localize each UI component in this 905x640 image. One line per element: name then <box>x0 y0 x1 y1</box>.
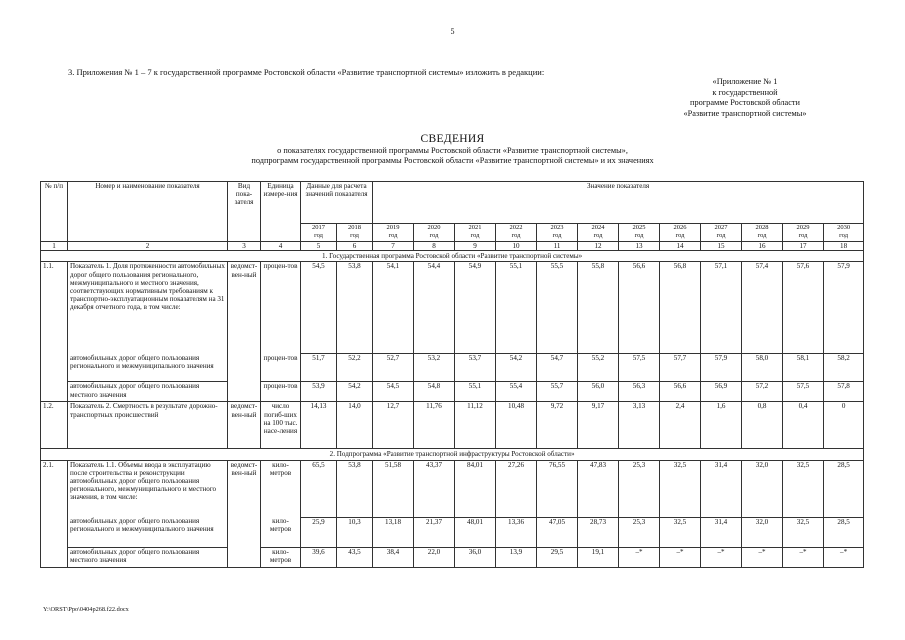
column-number: 10 <box>496 242 537 251</box>
value-cell: 53,2 <box>414 354 455 382</box>
indicator-type: ведомст-вен-ный <box>228 402 261 449</box>
year-value: 2022 <box>509 224 523 231</box>
empty-cell <box>228 517 261 547</box>
value-cell: 57,5 <box>619 354 660 382</box>
value-cell: 28,73 <box>578 517 619 547</box>
value-cell: 32,5 <box>783 460 824 517</box>
value-cell: 25,9 <box>301 517 337 547</box>
table-row <box>41 262 864 354</box>
intro-text: 3. Приложения № 1 – 7 к государственной программе Ростовской области «Развитие транспортной системы» изложить в редакции: <box>68 67 545 77</box>
value-cell: 32,5 <box>660 460 701 517</box>
value-cell: 55,5 <box>537 262 578 354</box>
value-cell: 0 <box>824 402 864 449</box>
value-cell: 55,7 <box>537 382 578 402</box>
header-name: Номер и наименование показателя <box>68 182 228 242</box>
column-number: 9 <box>455 242 496 251</box>
year-suffix: год <box>350 232 359 240</box>
year-value: 2023 <box>550 224 564 231</box>
value-cell: 54,4 <box>414 262 455 354</box>
year-suffix: год <box>470 232 480 240</box>
indicator-name: автомобильных дорог общего пользования регионального и межмуниципального значения <box>68 354 228 382</box>
value-cell: 84,01 <box>455 460 496 517</box>
value-cell: 11,12 <box>455 402 496 449</box>
value-cell: 54,5 <box>301 262 337 354</box>
value-cell: 58,2 <box>824 354 864 382</box>
appendix-line: «Развитие транспортной системы» <box>683 108 807 118</box>
document-title: СВЕДЕНИЯ <box>420 133 485 145</box>
value-cell: 56,6 <box>619 262 660 354</box>
year-value: 2025 <box>632 224 646 231</box>
value-cell: 13,36 <box>496 517 537 547</box>
year-suffix: год <box>388 232 398 240</box>
table-row <box>41 517 864 547</box>
value-cell: 32,0 <box>742 460 783 517</box>
table-row <box>41 382 864 402</box>
column-number: 1 <box>41 242 68 251</box>
indicator-unit: кило-метров <box>261 547 301 567</box>
value-cell: 52,2 <box>337 354 373 382</box>
value-cell: 0,4 <box>783 402 824 449</box>
value-cell: 55,4 <box>496 382 537 402</box>
year-header <box>742 224 783 242</box>
indicator-name: автомобильных дорог общего пользования местного значения <box>68 382 228 402</box>
column-number: 4 <box>261 242 301 251</box>
indicator-name: Показатель 1. Доля протяженности автомобильных дорог общего пользования регионального, межмуниципального и местного значения, соответствующих нормативным требованиям к транспортно-эксплуатационным показателям на 31 декабря отчетного года, в том числе: <box>68 262 228 354</box>
value-cell: –* <box>824 547 864 567</box>
value-cell: 47,05 <box>537 517 578 547</box>
section-row <box>41 251 864 262</box>
value-cell: 13,18 <box>373 517 414 547</box>
value-cell: –* <box>619 547 660 567</box>
appendix-line: «Приложение № 1 <box>712 77 778 86</box>
value-cell: 54,2 <box>337 382 373 402</box>
value-cell: 54,2 <box>496 354 537 382</box>
value-cell: 25,3 <box>619 517 660 547</box>
indicator-unit: кило-метров <box>261 517 301 547</box>
header-num: № п/п <box>41 182 68 242</box>
indicator-name: автомобильных дорог общего пользования регионального и межмуниципального значения <box>68 517 228 547</box>
indicator-name: автомобильных дорог общего пользования местного значения <box>68 547 228 567</box>
value-cell: 28,5 <box>824 517 864 547</box>
value-cell: 53,8 <box>337 262 373 354</box>
table-row <box>41 460 864 517</box>
indicator-unit: процен-тов <box>261 262 301 354</box>
value-cell: 57,1 <box>701 262 742 354</box>
value-cell: 0,8 <box>742 402 783 449</box>
value-cell: 51,58 <box>373 460 414 517</box>
value-cell: 10,48 <box>496 402 537 449</box>
empty-cell <box>41 382 68 402</box>
column-number-row <box>41 242 864 251</box>
value-cell: 3,13 <box>619 402 660 449</box>
value-cell: 55,8 <box>578 262 619 354</box>
value-cell: 10,3 <box>337 517 373 547</box>
value-cell: 56,3 <box>619 382 660 402</box>
value-cell: 31,4 <box>701 460 742 517</box>
table-row <box>41 354 864 382</box>
value-cell: –* <box>660 547 701 567</box>
year-value: 2026 <box>673 224 687 231</box>
year-value: 2019 <box>386 224 400 231</box>
year-header <box>578 224 619 242</box>
year-value: 2020 <box>427 224 441 231</box>
year-header <box>337 224 373 242</box>
value-cell: 22,0 <box>414 547 455 567</box>
empty-cell <box>41 354 68 382</box>
value-cell: 38,4 <box>373 547 414 567</box>
indicator-unit: число погиб-ших на 100 тыс. насе-ления <box>261 402 301 449</box>
empty-cell <box>228 382 261 402</box>
column-number: 6 <box>337 242 373 251</box>
year-value: 2024 <box>591 224 605 231</box>
header-unit: Единица измере-ния <box>261 182 301 242</box>
value-cell: 53,8 <box>337 460 373 517</box>
value-cell: 1,6 <box>701 402 742 449</box>
value-cell: 13,9 <box>496 547 537 567</box>
column-number: 16 <box>742 242 783 251</box>
column-number: 7 <box>373 242 414 251</box>
value-cell: 56,9 <box>701 382 742 402</box>
year-suffix: год <box>798 232 808 240</box>
year-value: 2017 <box>312 224 325 231</box>
column-number: 15 <box>701 242 742 251</box>
empty-cell <box>41 517 68 547</box>
value-cell: 54,1 <box>373 262 414 354</box>
value-cell: 57,4 <box>742 262 783 354</box>
value-cell: 47,83 <box>578 460 619 517</box>
year-header <box>496 224 537 242</box>
year-header <box>301 224 337 242</box>
year-value: 2029 <box>796 224 810 231</box>
value-cell: 54,8 <box>414 382 455 402</box>
value-cell: 25,3 <box>619 460 660 517</box>
value-cell: 19,1 <box>578 547 619 567</box>
year-suffix: год <box>716 232 726 240</box>
value-cell: 14,0 <box>337 402 373 449</box>
value-cell: 57,2 <box>742 382 783 402</box>
value-cell: 56,0 <box>578 382 619 402</box>
indicator-number: 1.1. <box>41 262 68 354</box>
value-cell: 55,2 <box>578 354 619 382</box>
value-cell: 43,5 <box>337 547 373 567</box>
value-cell: 57,9 <box>701 354 742 382</box>
document-subtitle <box>0 146 905 166</box>
column-number: 8 <box>414 242 455 251</box>
page-number: 5 <box>450 27 455 36</box>
value-cell: 57,5 <box>783 382 824 402</box>
value-cell: 36,0 <box>455 547 496 567</box>
indicator-type: ведомст-вен-ный <box>228 460 261 517</box>
year-value: 2027 <box>714 224 728 231</box>
year-header <box>783 224 824 242</box>
year-value: 2021 <box>468 224 482 231</box>
indicator-unit: процен-тов <box>261 382 301 402</box>
column-number: 12 <box>578 242 619 251</box>
value-cell: 58,1 <box>783 354 824 382</box>
year-value: 2030 <box>837 224 851 231</box>
year-value: 2028 <box>755 224 769 231</box>
file-path: Y:\ORST\Ppo\0404p268.f22.docx <box>43 606 129 613</box>
value-cell: 21,37 <box>414 517 455 547</box>
value-cell: 39,6 <box>301 547 337 567</box>
value-cell: 55,1 <box>455 382 496 402</box>
year-header <box>414 224 455 242</box>
indicator-unit: кило-метров <box>261 460 301 517</box>
value-cell: 57,6 <box>783 262 824 354</box>
subtitle-line: о показателях государственной программы Ростовской области «Развитие транспортной системы», <box>277 146 628 155</box>
year-header <box>537 224 578 242</box>
indicator-type: ведомст-вен-ный <box>228 262 261 354</box>
header-base: Данные для расчета значений показателя <box>301 182 373 224</box>
year-suffix: год <box>839 232 849 240</box>
year-header <box>455 224 496 242</box>
value-cell: 54,9 <box>455 262 496 354</box>
value-cell: 31,4 <box>701 517 742 547</box>
appendix-line: к государственной <box>712 87 778 97</box>
appendix-heading <box>635 77 855 119</box>
indicators-table <box>40 181 864 568</box>
column-number: 18 <box>824 242 864 251</box>
column-number: 14 <box>660 242 701 251</box>
table-row <box>41 547 864 567</box>
header-type: Вид пока-зателя <box>228 182 261 242</box>
value-cell: 53,7 <box>455 354 496 382</box>
value-cell: 9,72 <box>537 402 578 449</box>
column-number: 13 <box>619 242 660 251</box>
column-number: 5 <box>301 242 337 251</box>
section-1-title: 1. Государственная программа Ростовской области «Развитие транспортной системы» <box>41 251 864 262</box>
indicator-name: Показатель 2. Смертность в результате дорожно-транспортных происшествий <box>68 402 228 449</box>
year-suffix: год <box>757 232 767 240</box>
value-cell: 28,5 <box>824 460 864 517</box>
value-cell: 54,5 <box>373 382 414 402</box>
indicator-unit: процен-тов <box>261 354 301 382</box>
column-number: 3 <box>228 242 261 251</box>
value-cell: 11,76 <box>414 402 455 449</box>
value-cell: 52,7 <box>373 354 414 382</box>
value-cell: 55,1 <box>496 262 537 354</box>
value-cell: 76,55 <box>537 460 578 517</box>
year-suffix: год <box>552 232 562 240</box>
value-cell: 12,7 <box>373 402 414 449</box>
value-cell: 29,5 <box>537 547 578 567</box>
year-suffix: год <box>429 232 439 240</box>
empty-cell <box>41 547 68 567</box>
empty-cell <box>228 547 261 567</box>
value-cell: 57,9 <box>824 262 864 354</box>
year-header <box>824 224 864 242</box>
year-suffix: год <box>593 232 603 240</box>
header-row <box>41 182 864 224</box>
value-cell: 27,26 <box>496 460 537 517</box>
year-header <box>373 224 414 242</box>
value-cell: 56,6 <box>660 382 701 402</box>
value-cell: 9,17 <box>578 402 619 449</box>
value-cell: –* <box>783 547 824 567</box>
year-suffix: год <box>634 232 644 240</box>
year-suffix: год <box>511 232 521 240</box>
year-value: 2018 <box>348 224 361 231</box>
value-cell: 51,7 <box>301 354 337 382</box>
value-cell: 2,4 <box>660 402 701 449</box>
indicator-number: 1.2. <box>41 402 68 449</box>
value-cell: 58,0 <box>742 354 783 382</box>
value-cell: 54,7 <box>537 354 578 382</box>
value-cell: 32,5 <box>660 517 701 547</box>
value-cell: 65,5 <box>301 460 337 517</box>
value-cell: –* <box>701 547 742 567</box>
value-cell: 56,8 <box>660 262 701 354</box>
section-2-title: 2. Подпрограмма «Развитие транспортной инфраструктуры Ростовской области» <box>41 449 864 460</box>
value-cell: 43,37 <box>414 460 455 517</box>
value-cell: 32,0 <box>742 517 783 547</box>
value-cell: 48,01 <box>455 517 496 547</box>
year-suffix: год <box>314 232 323 240</box>
column-number: 11 <box>537 242 578 251</box>
table-row <box>41 402 864 449</box>
value-cell: 14,13 <box>301 402 337 449</box>
year-header <box>619 224 660 242</box>
year-header <box>660 224 701 242</box>
appendix-line: программе Ростовской области <box>690 98 800 107</box>
value-cell: 57,7 <box>660 354 701 382</box>
indicator-name: Показатель 1.1. Объемы ввода в эксплуатацию после строительства и реконструкции автомобильных дорог общего пользования регионального, межмуниципального и местного значения, в том числе: <box>68 460 228 517</box>
value-cell: –* <box>742 547 783 567</box>
value-cell: 53,9 <box>301 382 337 402</box>
subtitle-line: подпрограмм государственной программы Ростовской области «Развитие транспортной системы» и их значениях <box>251 156 654 165</box>
column-number: 2 <box>68 242 228 251</box>
year-suffix: год <box>675 232 685 240</box>
column-number: 17 <box>783 242 824 251</box>
header-values: Значение показателя <box>373 182 864 224</box>
section-row <box>41 449 864 460</box>
empty-cell <box>228 354 261 382</box>
year-header <box>701 224 742 242</box>
value-cell: 57,8 <box>824 382 864 402</box>
value-cell: 32,5 <box>783 517 824 547</box>
indicator-number: 2.1. <box>41 460 68 517</box>
